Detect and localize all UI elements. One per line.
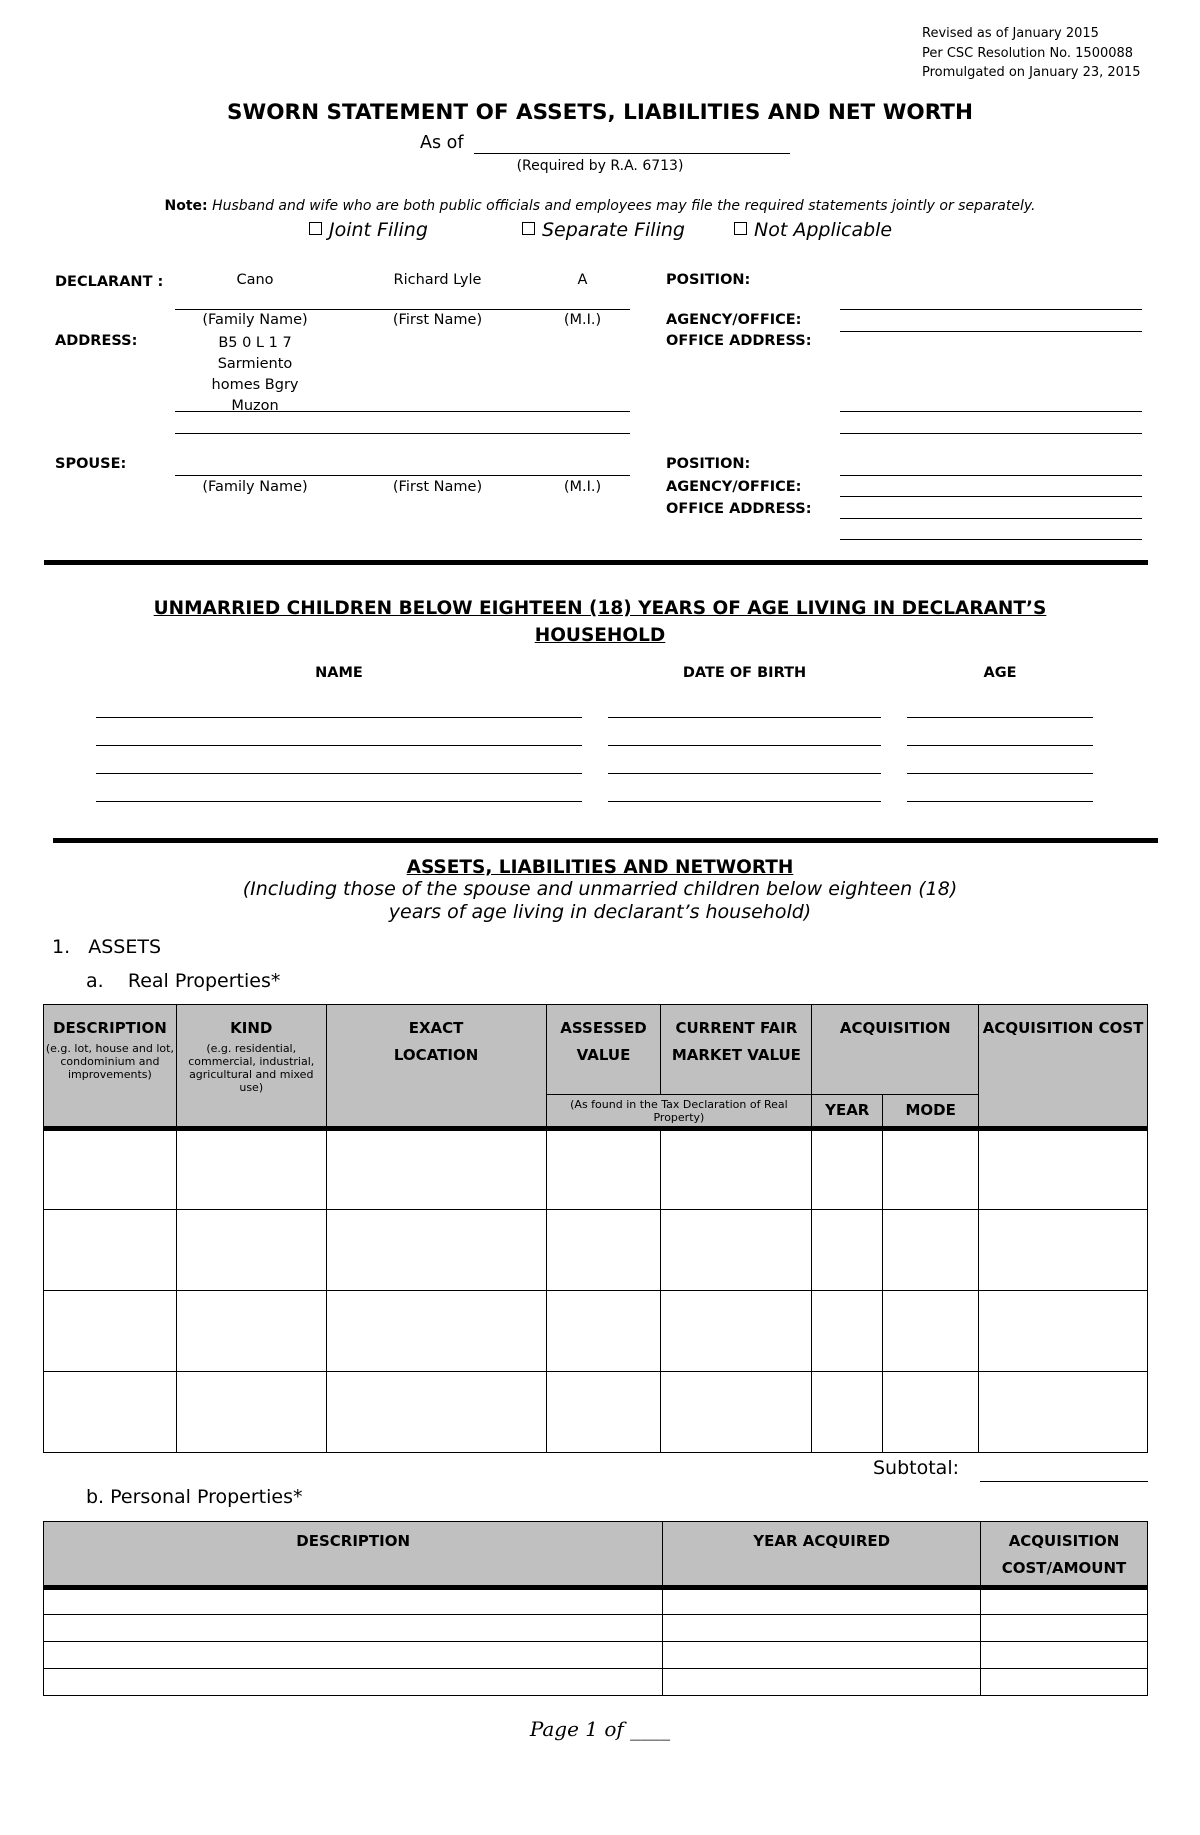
table-cell[interactable] <box>176 1372 326 1453</box>
as-of-label: As of <box>420 133 464 153</box>
table-cell[interactable] <box>546 1210 661 1291</box>
table-cell[interactable] <box>663 1615 981 1642</box>
page-title: SWORN STATEMENT OF ASSETS, LIABILITIES AND NET WORTH <box>227 100 973 125</box>
office-address-field[interactable] <box>840 433 1142 434</box>
location-header: EXACT LOCATION <box>326 1005 546 1129</box>
spouse-name-line[interactable] <box>175 475 630 476</box>
spouse-position-field[interactable] <box>840 475 1142 476</box>
revision-line: Revised as of January 2015 <box>922 26 1099 41</box>
joint-filing-option[interactable] <box>309 219 428 241</box>
year-header: YEAR <box>812 1095 883 1129</box>
section-divider <box>44 560 1148 565</box>
spouse-office-address-label: OFFICE ADDRESS: <box>666 501 812 517</box>
spouse-office-address-field[interactable] <box>840 518 1142 519</box>
table-cell[interactable] <box>663 1669 981 1696</box>
required-by: (Required by R.A. 6713) <box>516 158 684 174</box>
table-cell[interactable] <box>979 1210 1148 1291</box>
page-footer: Page 1 of ____ <box>529 1717 671 1741</box>
option-label: Not Applicable <box>754 219 893 241</box>
kind-header <box>176 1005 326 1129</box>
table-cell[interactable] <box>44 1372 177 1453</box>
table-cell[interactable] <box>981 1669 1148 1696</box>
subtotal-label: Subtotal: <box>873 1457 960 1479</box>
office-address-label: OFFICE ADDRESS: <box>666 333 812 349</box>
subtotal-field[interactable] <box>980 1481 1148 1482</box>
personal-properties-table <box>43 1521 1148 1696</box>
table-cell[interactable] <box>44 1642 663 1669</box>
note-text: Husband and wife who are both public officials and employees may file the required statements jointly or separately. <box>212 198 1036 214</box>
real-properties-label: a. Real Properties* <box>86 970 281 992</box>
child-age-field[interactable] <box>907 801 1093 802</box>
agency-label: AGENCY/OFFICE: <box>666 312 802 328</box>
spouse-agency-field[interactable] <box>840 496 1142 497</box>
assets-label: 1. ASSETS <box>52 936 162 958</box>
children-heading: UNMARRIED CHILDREN BELOW EIGHTEEN (18) YEARS OF AGE LIVING IN DECLARANT’S <box>153 598 1047 619</box>
option-label: Joint Filing <box>329 219 428 241</box>
mi-caption: (M.I.) <box>563 312 602 328</box>
table-cell[interactable] <box>661 1210 812 1291</box>
table-cell[interactable] <box>812 1129 883 1210</box>
table-cell[interactable] <box>326 1210 546 1291</box>
first-name-caption: (First Name) <box>392 312 483 328</box>
real-properties-table <box>43 1004 1148 1453</box>
spouse-position-label: POSITION: <box>666 456 751 472</box>
table-cell[interactable] <box>326 1129 546 1210</box>
kind-header-label: KIND <box>230 1019 273 1037</box>
family-name-caption: (Family Name) <box>202 312 308 328</box>
kind-note: (e.g. residential, commercial, industrial, agricultural and mixed use) <box>188 1042 315 1094</box>
table-cell[interactable] <box>326 1372 546 1453</box>
table-cell[interactable] <box>44 1291 177 1372</box>
table-cell[interactable] <box>44 1129 177 1210</box>
child-dob-field[interactable] <box>608 773 881 774</box>
address-label: ADDRESS: <box>55 333 138 349</box>
table-cell[interactable] <box>883 1210 979 1291</box>
table-cell[interactable] <box>546 1291 661 1372</box>
table-cell[interactable] <box>981 1615 1148 1642</box>
table-cell[interactable] <box>44 1588 663 1615</box>
revision-line: Promulgated on January 23, 2015 <box>922 65 1141 80</box>
child-age-field[interactable] <box>907 773 1093 774</box>
note <box>0 198 1200 214</box>
declarant-first-name[interactable]: Richard Lyle <box>393 272 482 288</box>
checkbox-icon[interactable] <box>522 222 535 235</box>
child-dob-field[interactable] <box>608 801 881 802</box>
separate-filing-option[interactable] <box>522 219 685 241</box>
table-cell[interactable] <box>883 1291 979 1372</box>
table-cell[interactable] <box>326 1291 546 1372</box>
assets-heading: ASSETS, LIABILITIES AND NETWORTH <box>406 857 794 878</box>
address-line <box>175 433 630 434</box>
tax-declaration-note: (As found in the Tax Declaration of Real Property) <box>546 1095 812 1129</box>
table-cell[interactable] <box>979 1129 1148 1210</box>
table-cell[interactable] <box>979 1372 1148 1453</box>
children-age-header: AGE <box>983 665 1017 681</box>
table-cell[interactable] <box>883 1129 979 1210</box>
checkbox-icon[interactable] <box>309 222 322 235</box>
child-name-field[interactable] <box>96 801 582 802</box>
mode-header: MODE <box>883 1095 979 1129</box>
spouse-agency-label: AGENCY/OFFICE: <box>666 479 802 495</box>
description-header-label: DESCRIPTION <box>53 1019 167 1037</box>
section-divider <box>53 838 1158 843</box>
acquisition-header: ACQUISITION <box>812 1005 979 1095</box>
declarant-family-name[interactable]: Cano <box>236 272 274 288</box>
table-cell[interactable] <box>661 1291 812 1372</box>
description-header <box>44 1005 177 1129</box>
table-cell[interactable] <box>883 1372 979 1453</box>
declarant-name-line <box>175 309 630 310</box>
table-cell[interactable] <box>44 1210 177 1291</box>
acquisition-cost-header: ACQUISITION COST <box>979 1005 1148 1129</box>
child-name-field[interactable] <box>96 745 582 746</box>
revision-note <box>922 24 1140 83</box>
table-cell[interactable] <box>663 1588 981 1615</box>
note-label: Note: <box>164 198 208 214</box>
spouse-office-address-field[interactable] <box>840 539 1142 540</box>
family-name-caption: (Family Name) <box>202 479 308 495</box>
revision-line: Per CSC Resolution No. 1500088 <box>922 45 1134 61</box>
option-label: Separate Filing <box>542 219 685 241</box>
table-cell[interactable] <box>812 1291 883 1372</box>
agency-field[interactable] <box>840 331 1142 332</box>
declarant-address[interactable]: B5 0 L 1 7 Sarmiento homes Bgry Muzon <box>211 335 299 414</box>
child-name-field[interactable] <box>96 717 582 718</box>
table-cell[interactable] <box>176 1129 326 1210</box>
assessed-value-header: ASSESSED VALUE <box>546 1005 661 1095</box>
child-name-field[interactable] <box>96 773 582 774</box>
child-age-field[interactable] <box>907 717 1093 718</box>
year-acquired-header: YEAR ACQUIRED <box>663 1522 981 1588</box>
assets-subheading-2: years of age living in declarant’s household) <box>388 901 812 923</box>
declarant-label: DECLARANT : <box>55 274 164 290</box>
table-cell[interactable] <box>546 1372 661 1453</box>
child-age-field[interactable] <box>907 745 1093 746</box>
mi-caption: (M.I.) <box>563 479 602 495</box>
table-cell[interactable] <box>546 1129 661 1210</box>
children-name-header: NAME <box>315 665 363 681</box>
children-heading-2: HOUSEHOLD <box>534 625 666 646</box>
table-cell[interactable] <box>661 1129 812 1210</box>
personal-cost-header: ACQUISITION COST/AMOUNT <box>981 1522 1148 1588</box>
personal-properties-label: b. Personal Properties* <box>86 1486 303 1508</box>
table-cell[interactable] <box>663 1642 981 1669</box>
table-cell[interactable] <box>812 1372 883 1453</box>
child-dob-field[interactable] <box>608 717 881 718</box>
table-cell[interactable] <box>812 1210 883 1291</box>
first-name-caption: (First Name) <box>392 479 483 495</box>
table-cell[interactable] <box>981 1588 1148 1615</box>
position-label: POSITION: <box>666 272 751 288</box>
table-cell[interactable] <box>176 1291 326 1372</box>
table-cell[interactable] <box>44 1669 663 1696</box>
office-address-field[interactable] <box>840 411 1142 412</box>
table-cell[interactable] <box>981 1642 1148 1669</box>
checkbox-icon[interactable] <box>734 222 747 235</box>
assets-subheading: (Including those of the spouse and unmarried children below eighteen (18) <box>242 878 958 900</box>
child-dob-field[interactable] <box>608 745 881 746</box>
not-applicable-option[interactable] <box>734 219 892 241</box>
as-of-date-field[interactable] <box>474 153 790 154</box>
spouse-label: SPOUSE: <box>55 456 127 472</box>
table-cell[interactable] <box>44 1615 663 1642</box>
personal-description-header: DESCRIPTION <box>44 1522 663 1588</box>
position-field[interactable] <box>840 309 1142 310</box>
fair-market-header: CURRENT FAIR MARKET VALUE <box>661 1005 812 1095</box>
description-note: (e.g. lot, house and lot, condominium and improvements) <box>45 1042 174 1081</box>
table-cell[interactable] <box>661 1372 812 1453</box>
address-line <box>175 411 630 412</box>
declarant-mi[interactable]: A <box>577 272 588 288</box>
table-cell[interactable] <box>979 1291 1148 1372</box>
table-cell[interactable] <box>176 1210 326 1291</box>
children-dob-header: DATE OF BIRTH <box>682 665 807 681</box>
